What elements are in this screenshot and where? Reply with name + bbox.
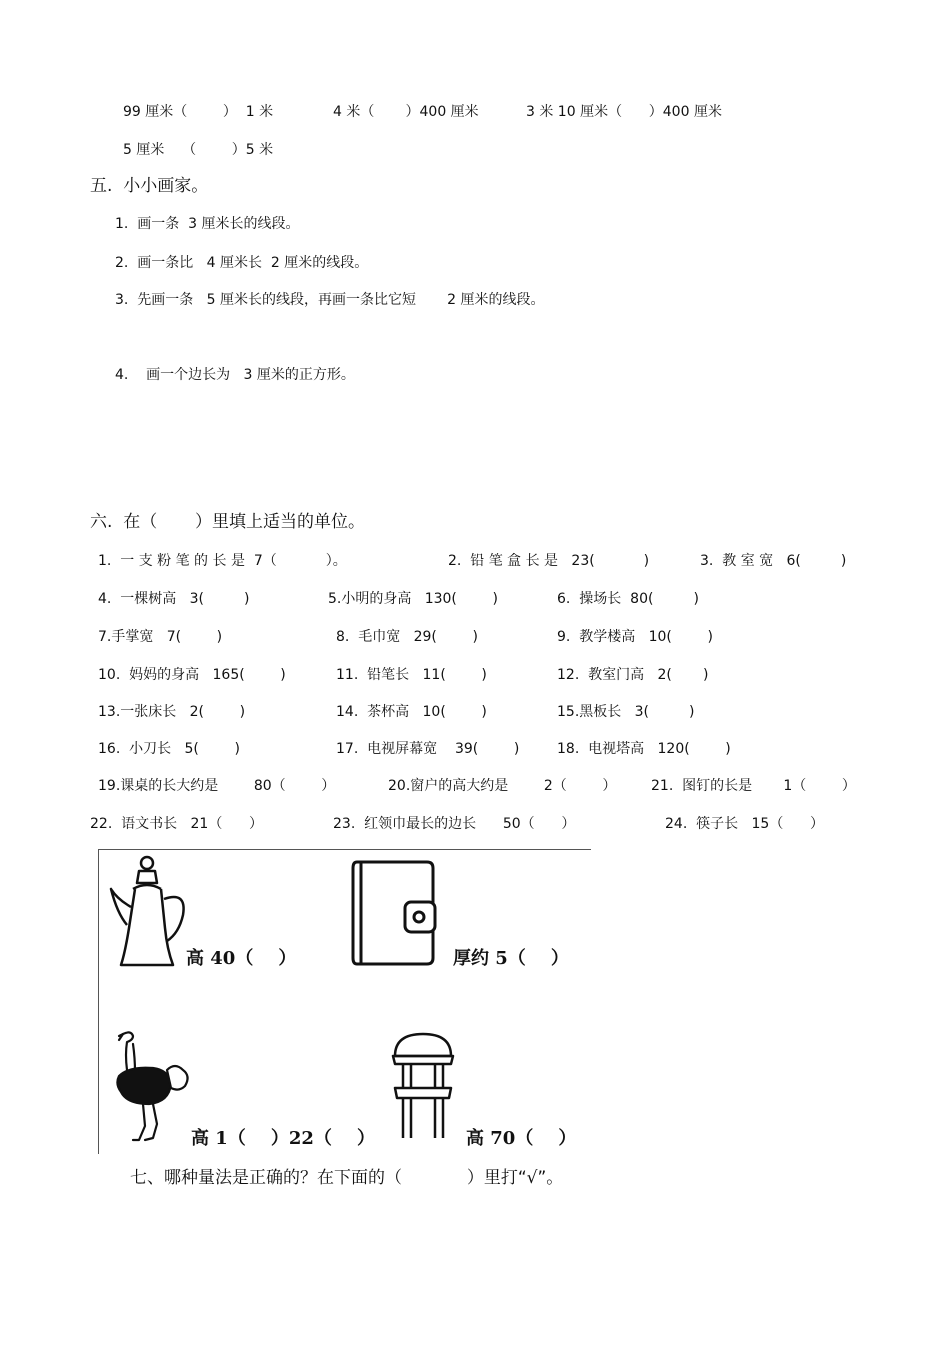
- book-icon: [349, 858, 439, 968]
- stool-icon: [389, 1030, 457, 1142]
- unit-item-10: 10. 妈妈的身高 165( ): [98, 667, 286, 683]
- unit-item-17: 17. 电视屏幕宽 39( ): [336, 741, 520, 757]
- unit-item-12: 12. 教室门高 2( ): [557, 667, 709, 683]
- compare-item-4: 5 厘米 （ ）5 米: [123, 142, 274, 158]
- unit-item-22: 22. 语文书长 21（ ）: [90, 816, 264, 832]
- section-7-title: 七、哪种量法是正确的？在下面的（ ）里打“√”。: [130, 1168, 564, 1188]
- compare-item-1: 99 厘米（ ） 1 米: [123, 104, 274, 120]
- ostrich-icon: [109, 1030, 193, 1145]
- unit-item-16: 16. 小刀长 5( ): [98, 741, 240, 757]
- section-5-item-3: 3. 先画一条 5 厘米长的线段，再画一条比它短 2 厘米的线段。: [115, 292, 545, 308]
- unit-item-14: 14. 茶杯高 10( ): [336, 704, 487, 720]
- unit-item-23: 23. 红领巾最长的边长 50（ ）: [333, 816, 576, 832]
- section-6-title: 六. 在（ ）里填上适当的单位。: [90, 512, 366, 532]
- ostrich-label: 高 1（ ）22（ ）: [191, 1128, 375, 1149]
- compare-item-2: 4 米（ ）400 厘米: [333, 104, 479, 120]
- unit-item-24: 24. 筷子长 15（ ）: [665, 816, 825, 832]
- unit-item-18: 18. 电视塔高 120( ): [557, 741, 731, 757]
- section-5-item-4: 4. 画一个边长为 3 厘米的正方形。: [115, 367, 355, 383]
- unit-item-1: 1. 一 支 粉 笔 的 长 是 7（ ）。: [98, 553, 347, 569]
- compare-item-3: 3 米 10 厘米（ ）400 厘米: [526, 104, 722, 120]
- kettle-icon: [109, 853, 189, 971]
- unit-item-4: 4. 一棵树高 3( ): [98, 591, 250, 607]
- unit-item-6: 6. 操场长 80( ): [557, 591, 699, 607]
- unit-item-11: 11. 铅笔长 11( ): [336, 667, 487, 683]
- unit-item-9: 9. 教学楼高 10( ): [557, 629, 713, 645]
- unit-item-8: 8. 毛巾宽 29( ): [336, 629, 478, 645]
- section-5-title: 五. 小小画家。: [90, 176, 209, 196]
- picture-panel: [98, 849, 591, 1154]
- unit-item-21: 21. 图钉的长是 1（ ）: [651, 778, 856, 794]
- unit-item-20: 20.窗户的高大约是 2（ ）: [388, 778, 617, 794]
- unit-item-5: 5.小明的身高 130( ): [328, 591, 498, 607]
- book-label: 厚约 5（ ）: [453, 948, 569, 969]
- unit-item-7: 7.手掌宽 7( ): [98, 629, 223, 645]
- unit-item-19: 19.课桌的长大约是 80（ ）: [98, 778, 336, 794]
- stool-label: 高 70（ ）: [466, 1128, 577, 1149]
- unit-item-2: 2. 铅 笔 盒 长 是 23( ): [448, 553, 650, 569]
- unit-item-13: 13.一张床长 2( ): [98, 704, 246, 720]
- unit-item-3: 3. 教 室 宽 6( ): [700, 553, 847, 569]
- section-5-item-1: 1. 画一条 3 厘米长的线段。: [115, 216, 300, 232]
- kettle-label: 高 40（ ）: [186, 948, 297, 969]
- section-5-item-2: 2. 画一条比 4 厘米长 2 厘米的线段。: [115, 255, 369, 271]
- unit-item-15: 15.黑板长 3( ): [557, 704, 695, 720]
